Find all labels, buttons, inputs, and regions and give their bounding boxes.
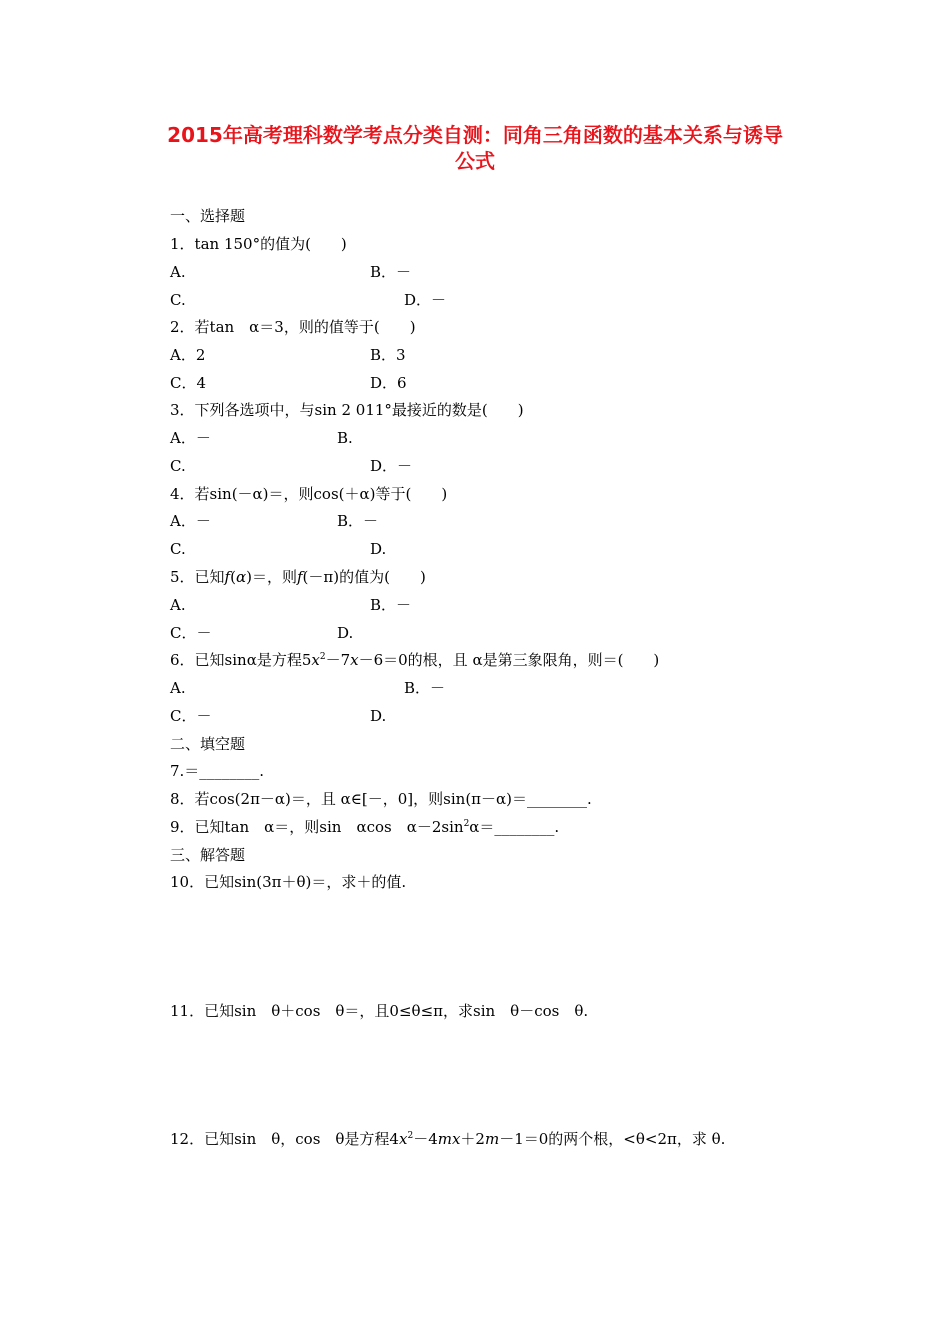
q12-text-mid-2: ＋2 — [460, 1130, 485, 1148]
q12-text-pre: 12．已知sin θ，cos θ是方程4 — [170, 1130, 399, 1148]
question-2: 2．若tan α＝3，则的值等于( ) — [170, 318, 416, 336]
q6-option-b: B．－ — [404, 679, 446, 697]
q4-option-d: D. — [370, 540, 387, 558]
q2-option-d: D．6 — [370, 374, 407, 392]
q5-text-post: (－π)的值为( ) — [302, 568, 426, 586]
q6-text-mid: －7 — [325, 651, 351, 669]
q9-text-pre: 9．已知tan α＝，则sin αcos α－2sin — [170, 818, 464, 836]
q1-option-d: D．－ — [404, 291, 447, 309]
q1-option-c: C. — [170, 291, 186, 309]
q5-f-symbol: f — [224, 568, 231, 586]
q5-option-b: B．－ — [370, 596, 412, 614]
q2-option-a: A．2 — [170, 346, 206, 364]
q3-option-c: C. — [170, 457, 186, 475]
q3-option-d: D．－ — [370, 457, 413, 475]
q5-paren: ( — [230, 568, 236, 586]
q9-exponent: 2 — [463, 819, 470, 829]
q4-option-c: C. — [170, 540, 186, 558]
question-7: 7.＝________. — [170, 762, 265, 780]
q5-f-symbol-2: f — [296, 568, 303, 586]
q1-option-b: B．－ — [370, 263, 412, 281]
q5-text-pre: 5．已知 — [170, 568, 225, 586]
q12-m-symbol: m — [484, 1130, 500, 1148]
q5-option-a: A. — [170, 596, 186, 614]
question-9 — [170, 817, 559, 837]
q12-x-symbol: x — [398, 1130, 408, 1148]
q2-option-b: B．3 — [370, 346, 406, 364]
q6-exponent: 2 — [319, 652, 326, 662]
title-line-1: 2015年高考理科数学考点分类自测：同角三角函数的基本关系与诱导 — [167, 123, 783, 147]
question-12 — [170, 1129, 725, 1149]
question-3: 3．下列各选项中，与sin 2 011°最接近的数是( ) — [170, 401, 524, 419]
q5-alpha-symbol: α — [235, 568, 247, 586]
q4-option-b: B．－ — [337, 512, 379, 530]
q3-option-a: A．－ — [170, 429, 211, 447]
q6-x-symbol-2: x — [350, 651, 359, 669]
q12-mx-symbol: mx — [437, 1130, 461, 1148]
title-line-2: 公式 — [455, 149, 495, 173]
q2-option-c: C．4 — [170, 374, 207, 392]
q12-exponent: 2 — [407, 1131, 414, 1141]
q3-option-b: B. — [337, 429, 353, 447]
q5-text-mid: )＝，则 — [246, 568, 297, 586]
q12-text-post: －1＝0的两个根，<θ<2π，求 θ. — [499, 1130, 726, 1148]
section-choice-heading: 一、选择题 — [170, 207, 246, 225]
q5-option-d: D. — [337, 624, 354, 642]
question-8: 8．若cos(2π－α)＝，且 α∈[－，0]，则sin(π－α)＝________. — [170, 790, 592, 808]
q9-text-post: α＝________. — [469, 818, 560, 836]
section-answer-heading: 三、解答题 — [170, 846, 246, 864]
question-10: 10．已知sin(3π＋θ)＝，求＋的值. — [170, 873, 407, 891]
q6-option-d: D. — [370, 707, 387, 725]
q6-text-post: －6＝0的根，且 α是第三象限角，则＝( ) — [358, 651, 660, 669]
question-11: 11．已知sin θ＋cos θ＝，且0≤θ≤π，求sin θ－cos θ. — [170, 1002, 589, 1020]
q5-option-c: C．－ — [170, 624, 212, 642]
q12-text-mid-1: －4 — [413, 1130, 438, 1148]
q6-text-pre: 6．已知sinα是方程5 — [170, 651, 312, 669]
question-4: 4．若sin(－α)＝，则cos(＋α)等于( ) — [170, 485, 448, 503]
section-fill-heading: 二、填空题 — [170, 735, 246, 753]
question-5 — [170, 567, 426, 587]
question-6 — [170, 650, 659, 670]
q6-option-a: A. — [170, 679, 186, 697]
q4-option-a: A．－ — [170, 512, 211, 530]
question-1: 1．tan 150°的值为( ) — [170, 235, 347, 253]
q6-option-c: C．－ — [170, 707, 212, 725]
q1-option-a: A. — [170, 263, 186, 281]
q6-x-symbol: x — [311, 651, 320, 669]
page-title — [120, 122, 830, 174]
